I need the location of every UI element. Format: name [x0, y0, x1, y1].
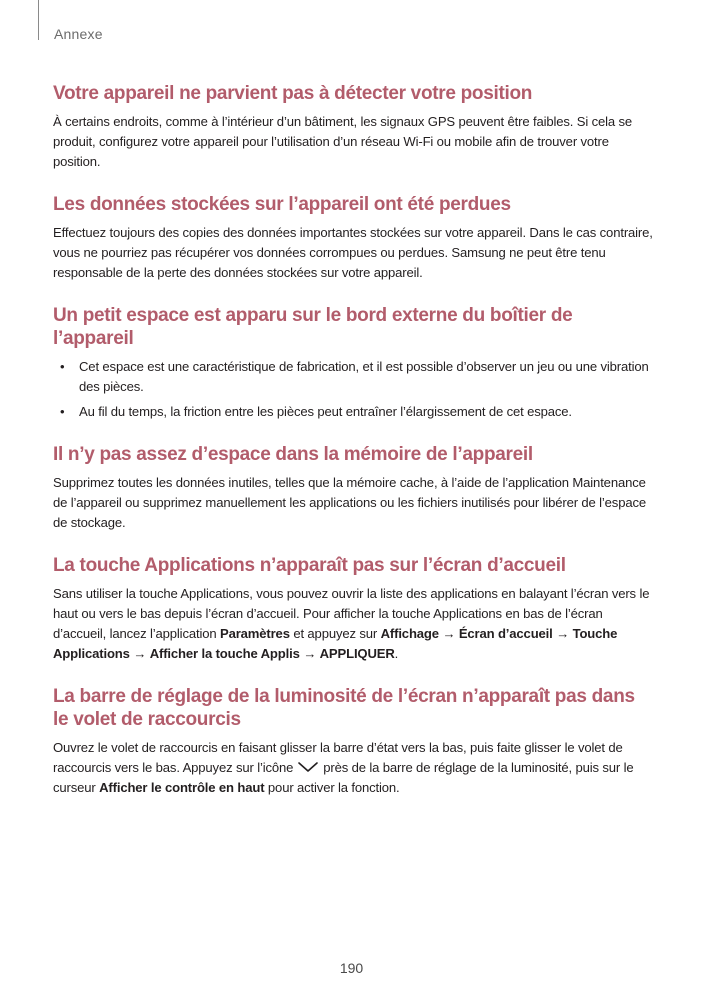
section-apps-key [53, 554, 653, 664]
menu-path-home-screen: Écran d’accueil [458, 626, 553, 641]
section-storage [53, 443, 653, 533]
body-text: et appuyez sur [289, 626, 381, 641]
section-body: À certains endroits, comme à l’intérieur d’un bâtiment, les signaux GPS peuvent être faibles. Si cela se produit, configurez votre appareil pour l’utilisation d’un réseau Wi-Fi ou mobile afin de trouver votre position. [53, 114, 633, 169]
section-body: Supprimez toutes les données inutiles, telles que la mémoire cache, à l’aide de l’application Maintenance de l’appareil ou supprimez manuellement les applications ou les fichiers inutilisés pour libérer de l’espace de stockage. [53, 475, 646, 530]
path-arrow: → [299, 646, 320, 661]
section-body [53, 584, 653, 664]
section-brightness-bar [53, 685, 653, 798]
menu-path-display: Affichage [380, 626, 439, 641]
path-arrow: → [438, 626, 459, 641]
bullet-list [53, 357, 653, 422]
body-text: Ouvrez le volet de raccourcis en faisant glisser la barre d’état vers la bas, puis faite glisser le volet de raccourcis vers le bas. Appuyez sur l’icône [53, 740, 623, 775]
body-text: . [394, 646, 399, 661]
bullet-dot: • [60, 404, 65, 419]
section-body: Effectuez toujours des copies des données importantes stockées sur votre appareil. Dans le cas contraire, vous ne pourriez pas récupérer vos données corrompues ou perdues. Samsung ne peut être tenu responsable de la perte des données stockées sur votre appareil. [53, 225, 653, 280]
header-label: Annexe [54, 26, 103, 42]
menu-path-apps-key: Touche Applications [53, 626, 618, 661]
section-position [53, 82, 653, 172]
section-body [53, 738, 653, 798]
show-control-on-top-option: Afficher le contrôle en haut [99, 780, 265, 795]
section-gap [53, 304, 653, 422]
bullet-dot: • [60, 359, 65, 374]
section-title: Les données stockées sur l’appareil ont été perdues [53, 194, 511, 215]
list-item-text: Cet espace est une caractéristique de fabrication, et il est possible d’observer un jeu ou une vibration des pièces. [79, 359, 649, 394]
section-data-lost [53, 193, 653, 283]
chevron-down-icon [297, 759, 319, 771]
path-arrow: → [552, 626, 573, 641]
path-arrow: → [129, 646, 150, 661]
section-title: Votre appareil ne parvient pas à détecter votre position [53, 83, 533, 104]
list-item [53, 357, 653, 397]
header-rule [38, 0, 39, 40]
page-content [53, 82, 653, 819]
list-item [53, 402, 653, 422]
section-title: La touche Applications n’apparaît pas sur l’écran d’accueil [53, 555, 566, 576]
settings-app-name: Paramètres [219, 626, 290, 641]
body-text: près de la barre de réglage de la luminosité, puis sur le curseur [53, 760, 634, 795]
page-number: 190 [339, 960, 364, 976]
body-text: pour activer la fonction. [264, 780, 400, 795]
menu-path-apply: APPLIQUER [319, 646, 395, 661]
body-text: Sans utiliser la touche Applications, vous pouvez ouvrir la liste des applications en balayant l’écran vers le haut ou vers le bas depuis l’écran d’accueil. Pour afficher la touche Applications en bas de l’écran d’accueil, lancez l’application [53, 586, 650, 641]
list-item-text: Au fil du temps, la friction entre les pièces peut entraîner l’élargissement de cet espace. [79, 404, 572, 419]
section-title: Il n’y pas assez d’espace dans la mémoire de l’appareil [53, 444, 533, 465]
menu-path-show-apps-key: Afficher la touche Applis [149, 646, 300, 661]
section-title: La barre de réglage de la luminosité de l’écran n’apparaît pas dans le volet de raccourcis [53, 686, 635, 730]
section-title: Un petit espace est apparu sur le bord externe du boîtier de l’appareil [53, 305, 573, 349]
